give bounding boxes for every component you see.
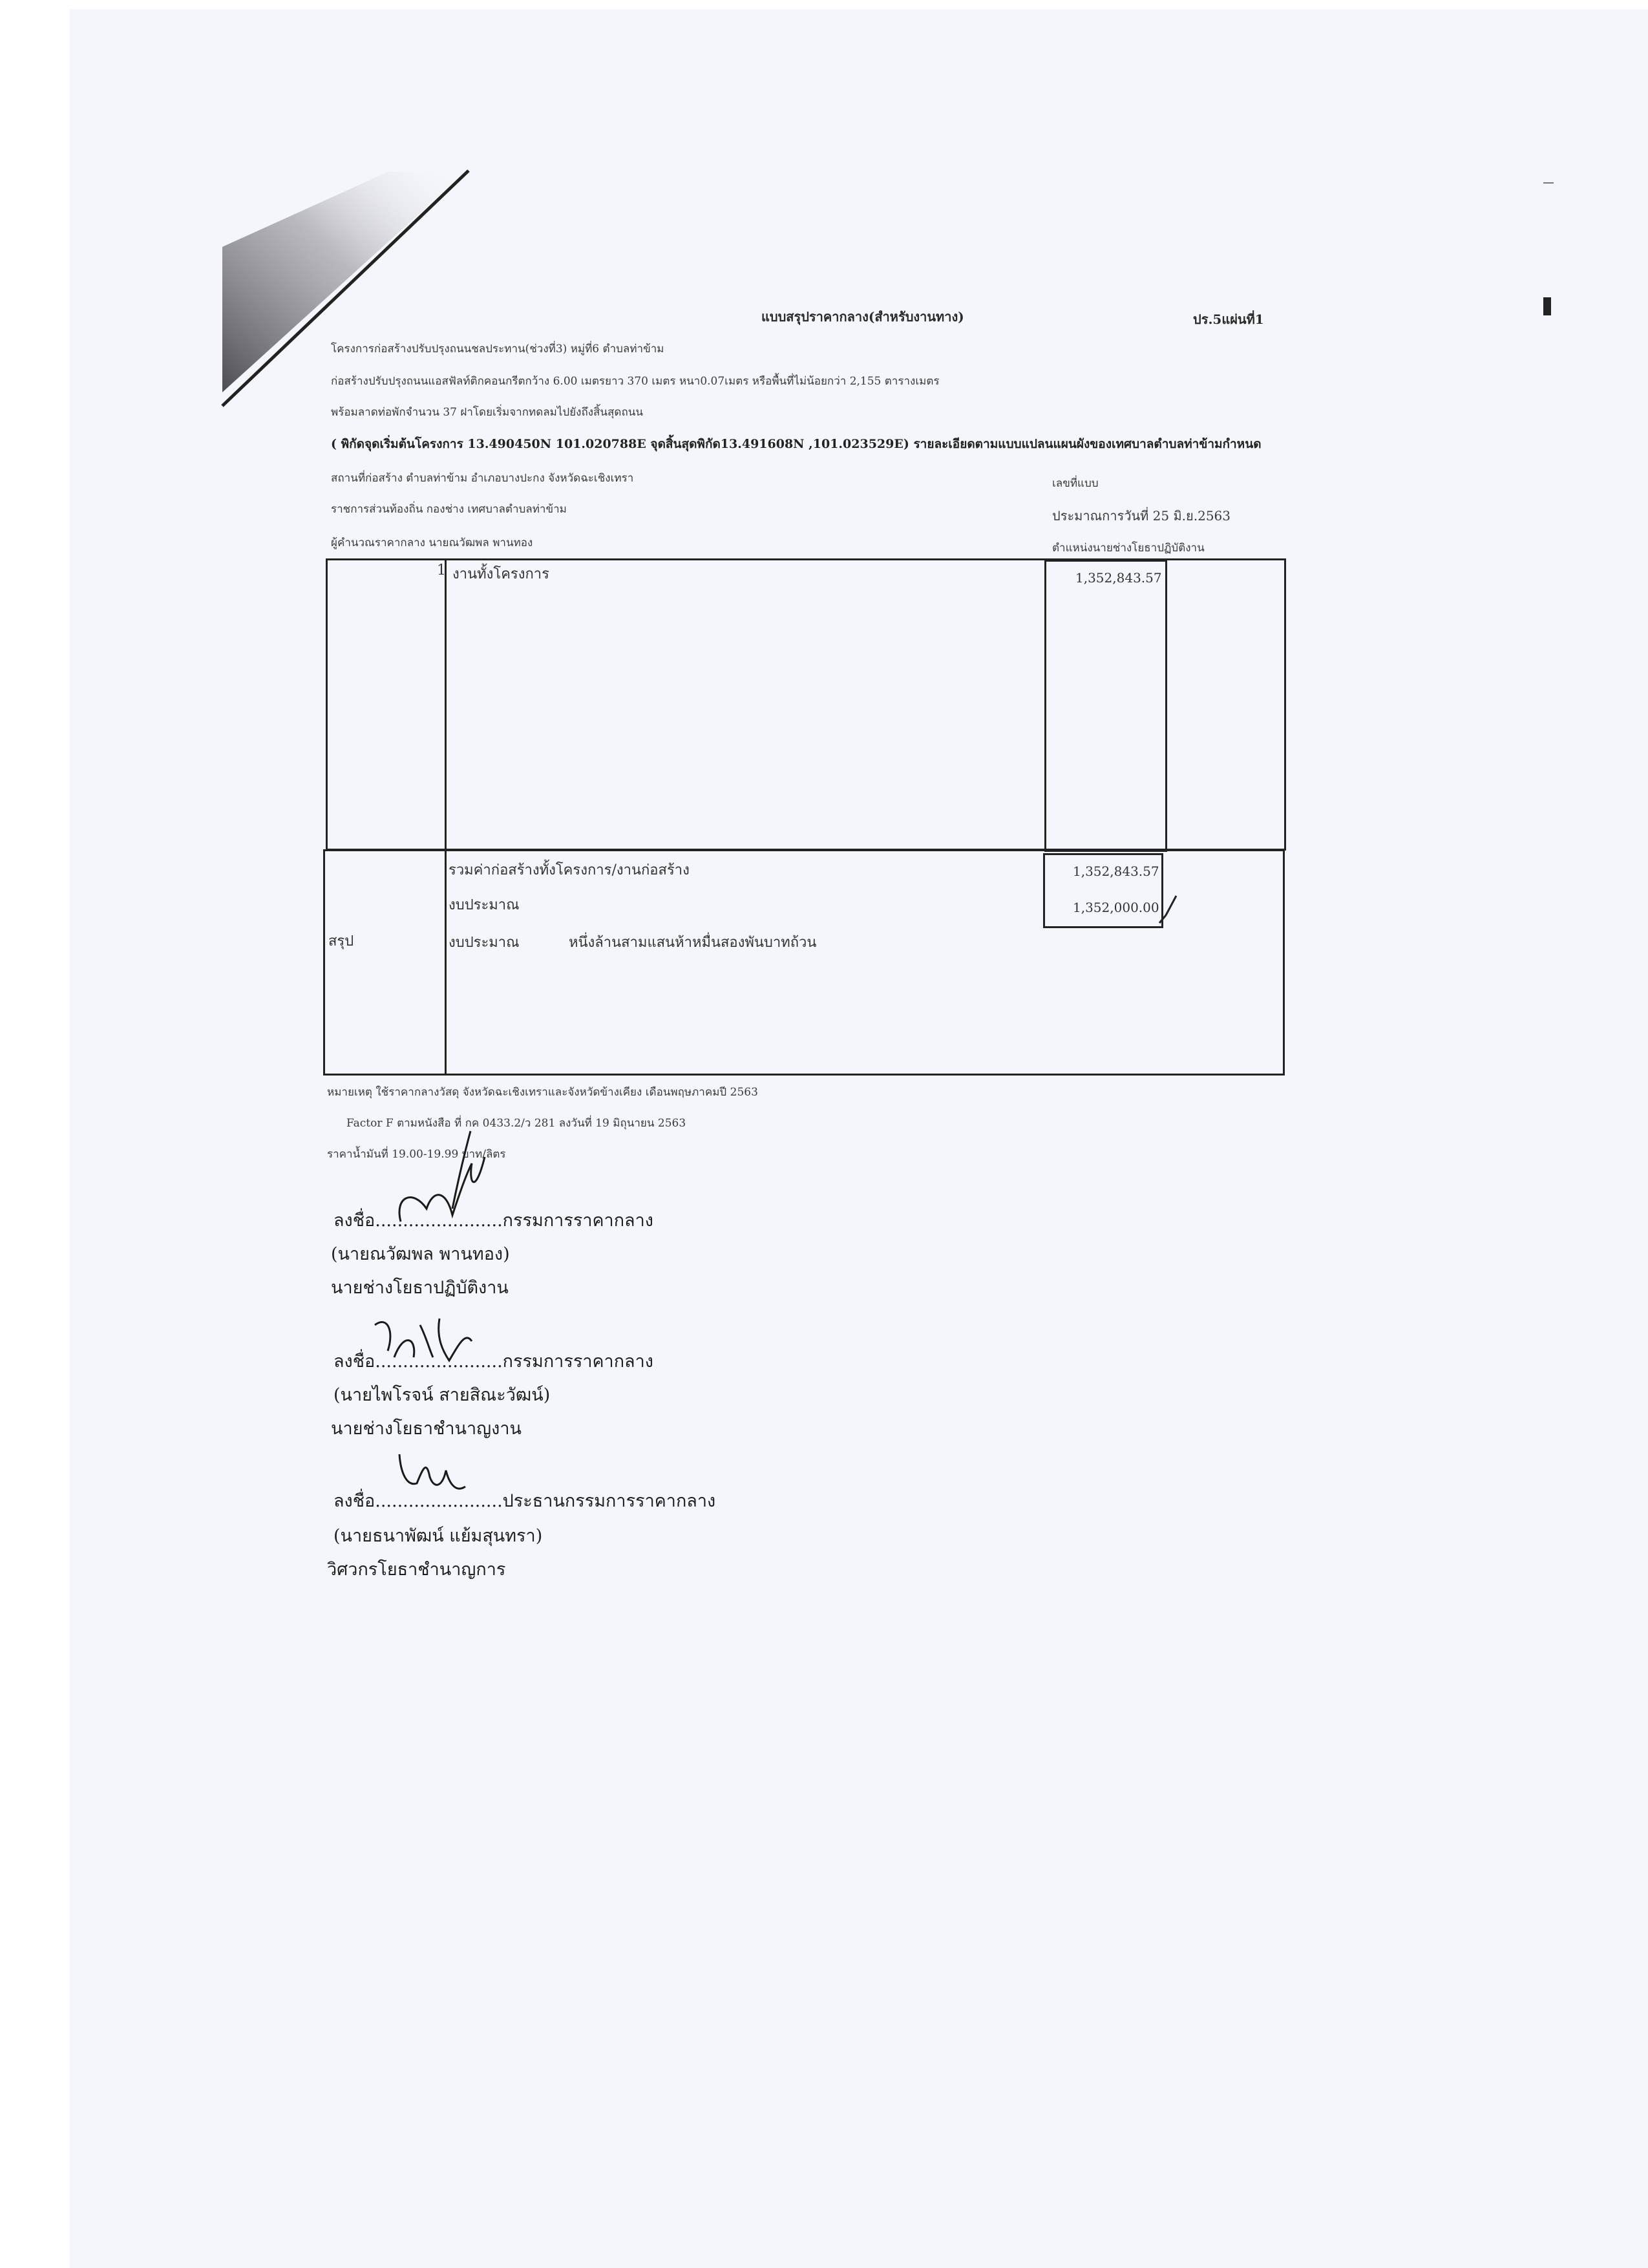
- table-divider-no: [445, 558, 447, 1076]
- signature-1-name: (นายณวัฒพล พานทอง): [331, 1244, 510, 1264]
- row1-description: งานทั้งโครงการ: [452, 566, 549, 582]
- total-description: รวมค่าก่อสร้างทั้งโครงการ/งานก่อสร้าง: [449, 862, 690, 878]
- budget-description: งบประมาณ: [449, 897, 520, 913]
- estimator-position: ตำแหน่งนายช่างโยธาปฏิบัติงาน: [1052, 542, 1205, 555]
- estimate-date: ประมาณการวันที่ 25 มิ.ย.2563: [1052, 508, 1231, 524]
- project-owner: ราชการส่วนท้องถิ่น กองช่าง เทศบาลตำบลท่าข้าม: [331, 503, 567, 516]
- row1-amount: 1,352,843.57: [1075, 570, 1162, 586]
- project-line-2: ก่อสร้างปรับปรุงถนนแอสฟัลท์ติกคอนกรีตกว้าง 6.00 เมตรยาว 370 เมตร หนา0.07เมตร หรือพื้นที่ไม่น้อยกว่า 2,155 ตารางเมตร: [331, 375, 940, 388]
- project-line-3: พร้อมลาดท่อพักจำนวน 37 ฝาโดยเริ่มจากทดลมไปยังถึงสิ้นสุดถนน: [331, 406, 644, 419]
- project-estimator: ผู้คำนวณราคากลาง นายณวัฒพล พานทอง: [331, 536, 533, 549]
- budget-text-label: งบประมาณ: [449, 935, 520, 951]
- signature-3-title: วิศวกรโยธาชำนาญการ: [327, 1560, 506, 1580]
- total-amount: 1,352,843.57: [1073, 864, 1159, 879]
- budget-amount: 1,352,000.00: [1073, 900, 1159, 915]
- signature-2-line: ลงชื่อ.......................กรรมการราคากลาง: [333, 1351, 653, 1372]
- form-number: เลขที่แบบ: [1052, 477, 1099, 490]
- project-line-4: ( พิกัดจุดเริ่มต้นโครงการ 13.490450N 101.020788E จุดสิ้นสุดพิกัด13.491608N ,101.023529E) รายละเอียดตามแบบแปลนแผนผังของเทศบาลตำบลท่าข้ามกำหนด: [331, 437, 1262, 451]
- row1-number: 1: [437, 562, 446, 578]
- summary-label: สรุป: [328, 933, 354, 949]
- amount-column-box: [1044, 560, 1167, 852]
- signature-1-line: ลงชื่อ.......................กรรมการราคากลาง: [333, 1211, 653, 1231]
- note-oil-price: ราคาน้ำมันที่ 19.00-19.99 บาท/ลิตร: [327, 1148, 506, 1161]
- scan-dash: [1543, 182, 1554, 184]
- project-line-1: โครงการก่อสร้างปรับปรุงถนนชลประทาน(ช่วงที่3) หมู่ที่6 ตำบลท่าข้าม: [331, 343, 664, 355]
- project-location: สถานที่ก่อสร้าง ตำบลท่าข้าม อำเภอบางปะกง จังหวัดฉะเชิงเทรา: [331, 472, 634, 485]
- note-materials: หมายเหตุ ใช้ราคากลางวัสดุ จังหวัดฉะเชิงเทราและจังหวัดข้างเคียง เดือนพฤษภาคมปี 2563: [327, 1086, 758, 1099]
- signature-2-name: (นายไพโรจน์ สายสิณะวัฒน์): [333, 1385, 551, 1405]
- signature-1-handwriting: [388, 1125, 491, 1228]
- signature-3-handwriting: [394, 1448, 472, 1500]
- scan-top-margin: [70, 0, 1648, 9]
- check-mark: [1157, 892, 1183, 931]
- signature-3-line: ลงชื่อ.......................ประธานกรรมการราคากลาง: [333, 1491, 716, 1511]
- note-factor-f: Factor F ตามหนังสือ ที่ กค 0433.2/ว 281 ลงวันที่ 19 มิถุนายน 2563: [346, 1117, 686, 1130]
- scan-left-margin: [0, 0, 70, 2268]
- budget-text: หนึ่งล้านสามแสนห้าหมื่นสองพันบาทถ้วน: [569, 935, 817, 951]
- scan-mark: [1543, 297, 1551, 315]
- signature-2-title: นายช่างโยธาชำนาญงาน: [331, 1419, 522, 1439]
- signature-1-title: นายช่างโยธาปฏิบัติงาน: [331, 1278, 509, 1298]
- sheet-number: ปร.5แผ่นที่1: [1193, 312, 1264, 327]
- form-title: แบบสรุปราคากลาง(สำหรับงานทาง): [761, 309, 964, 324]
- signature-2-handwriting: [368, 1312, 478, 1370]
- signature-3-name: (นายธนาพัฒน์ แย้มสุนทรา): [333, 1526, 543, 1546]
